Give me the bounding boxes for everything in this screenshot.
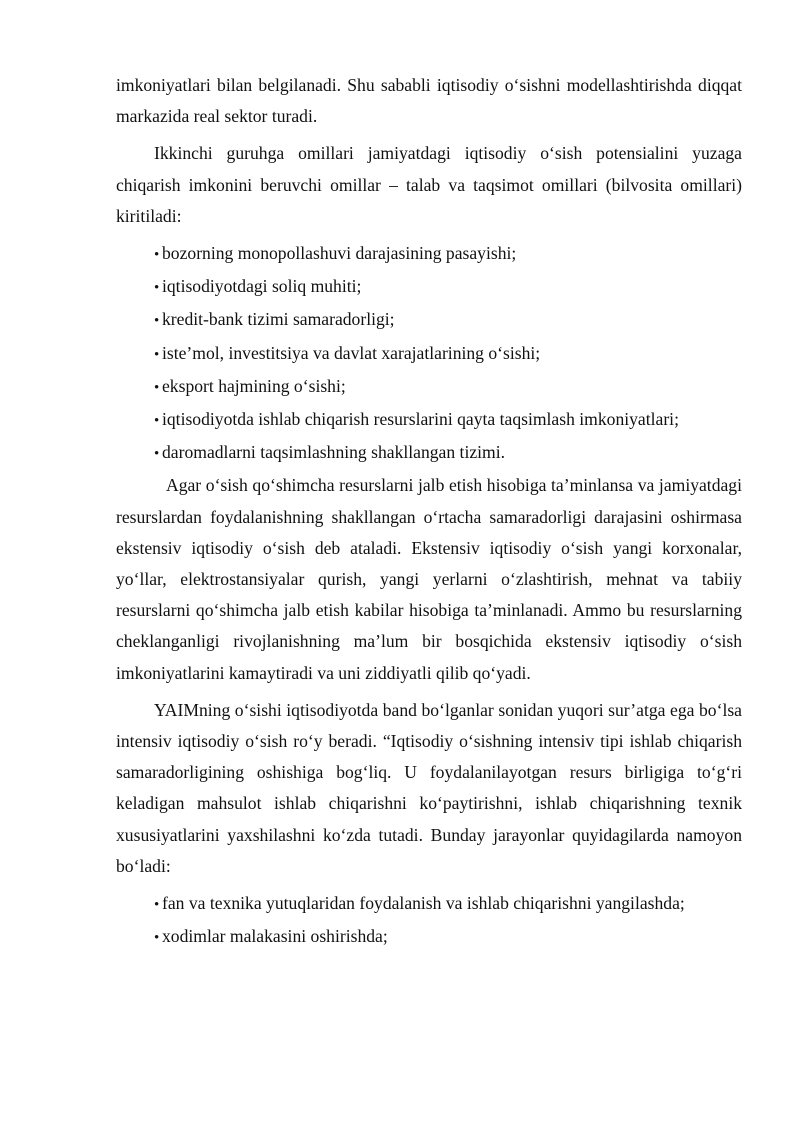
bullet-icon: • (154, 346, 160, 363)
list-item: • bozorning monopollashuvi darajasining pasayishi; (154, 238, 742, 271)
paragraph-extensive-growth: Agar o‘sish qo‘shimcha resurslarni jalb etish hisobiga ta’minlansa va jamiyatdagi resurslardan foydalanishning shakllangan o‘rtacha samaradorligi darajasini oshirmasa ekstensiv iqtisodiy o‘sish deb ataladi. Ekstensiv iqtisodiy o‘sish yangi korxonalar, yo‘llar, elektrostansiyalar qurish, yangi yerlarni o‘zlashtirish, mehnat va tabiiy resurslarni qo‘shimcha jalb etish kabilar hisobiga ta’minlanadi. Ammo bu resurslarning cheklanganligi rivojlanishning ma’lum bir bosqichida ekstensiv iqtisodiy o‘sish imkoniyatlarini kamaytiradi va uni ziddiyatli qilib qo‘yadi. (116, 475, 742, 683)
document-page (116, 70, 742, 954)
list-item: • iqtisodiyotda ishlab chiqarish resurslarini qayta taqsimlash imkoniyatlari; (154, 404, 742, 437)
bullet-icon: • (154, 930, 160, 947)
list-item: • eksport hajmining o‘sishi; (154, 371, 742, 404)
paragraph-second-group-factors: Ikkinchi guruhga omillari jamiyatdagi iqtisodiy o‘sish potensialini yuzaga chiqarish imkonini beruvchi omillar – talab va taqsimot omillari (bilvosita omillari) kiritiladi: (116, 143, 742, 226)
bullet-icon: • (154, 313, 160, 330)
bullet-icon: • (154, 280, 160, 297)
bullet-icon: • (154, 379, 160, 396)
list-item: • fan va texnika yutuqlaridan foydalanish va ishlab chiqarishni yangilashda; (154, 888, 742, 921)
bullet-icon: • (154, 897, 160, 914)
bullet-list-demand-factors (116, 238, 742, 470)
list-item: • daromadlarni taqsimlashning shakllangan tizimi. (154, 437, 742, 470)
list-item: • iste’mol, investitsiya va davlat xarajatlarining o‘sishi; (154, 338, 742, 371)
bullet-icon: • (154, 247, 160, 264)
bullet-list-intensive-processes (116, 888, 742, 954)
bullet-icon: • (154, 446, 160, 463)
list-item: • iqtisodiyotdagi soliq muhiti; (154, 271, 742, 304)
list-item: • kredit-bank tizimi samaradorligi; (154, 304, 742, 337)
list-item: • xodimlar malakasini oshirishda; (154, 921, 742, 954)
bullet-icon: • (154, 413, 160, 430)
paragraph-continuation: imkoniyatlari bilan belgilanadi. Shu sababli iqtisodiy o‘sishni modellashtirishda diqqat markazida real sektor turadi. (116, 75, 742, 127)
paragraph-intensive-growth: YAIMning o‘sishi iqtisodiyotda band bo‘lganlar sonidan yuqori sur’atga ega bo‘lsa intensiv iqtisodiy o‘sish ro‘y beradi. “Iqtisodiy o‘sishning intensiv tipi ishlab chiqarish samaradorligining oshishiga bog‘liq. U foydalanilayotgan resurs birligiga to‘g‘ri keladigan mahsulot ishlab chiqarishni ko‘paytirishni, ishlab chiqarishning texnik xususiyatlarini yaxshilashni ko‘zda tutadi. Bunday jarayonlar quyidagilarda namoyon bo‘ladi: (116, 699, 742, 876)
